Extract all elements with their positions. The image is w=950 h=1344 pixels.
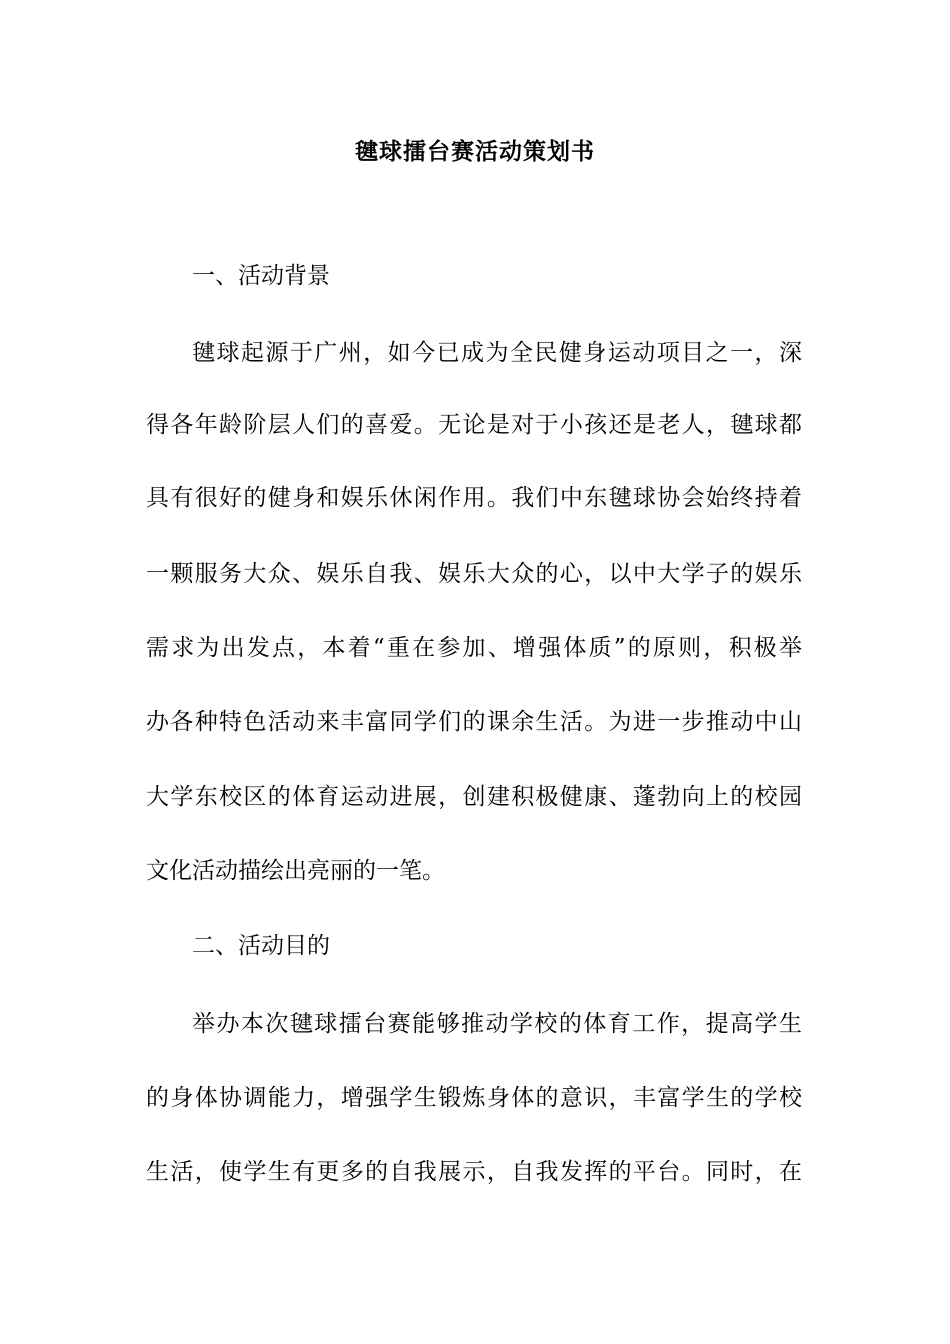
paragraph-line: 举办本次毽球擂台赛能够推动学校的体育工作，提高学生 [192,1011,802,1037]
paragraph-line: 大学东校区的体育运动进展，创建积极健康、蓬勃向上的校园 [146,784,802,810]
paragraph-line: 办各种特色活动来丰富同学们的课余生活。为进一步推动中山 [146,709,802,735]
paragraph-line: 的身体协调能力，增强学生锻炼身体的意识，丰富学生的学校 [146,1085,802,1111]
document-title: 毽球擂台赛活动策划书 [355,138,595,165]
paragraph-line: 毽球起源于广州，如今已成为全民健身运动项目之一，深 [192,340,802,366]
paragraph-line: 生活，使学生有更多的自我展示，自我发挥的平台。同时，在 [146,1159,802,1185]
paragraph-line: 得各年龄阶层人们的喜爱。无论是对于小孩还是老人，毽球都 [146,412,802,438]
section-heading-purpose: 二、活动目的 [192,933,330,959]
paragraph-line: 具有很好的健身和娱乐休闲作用。我们中东毽球协会始终持着 [146,485,802,511]
paragraph-line: 一颗服务大众、娱乐自我、娱乐大众的心，以中大学子的娱乐 [146,561,802,587]
paragraph-line: 需求为出发点，本着“重在参加、增强体质”的原则，积极举 [146,635,802,661]
section-heading-background: 一、活动背景 [192,263,330,289]
paragraph-line: 文化活动描绘出亮丽的一笔。 [146,858,445,884]
